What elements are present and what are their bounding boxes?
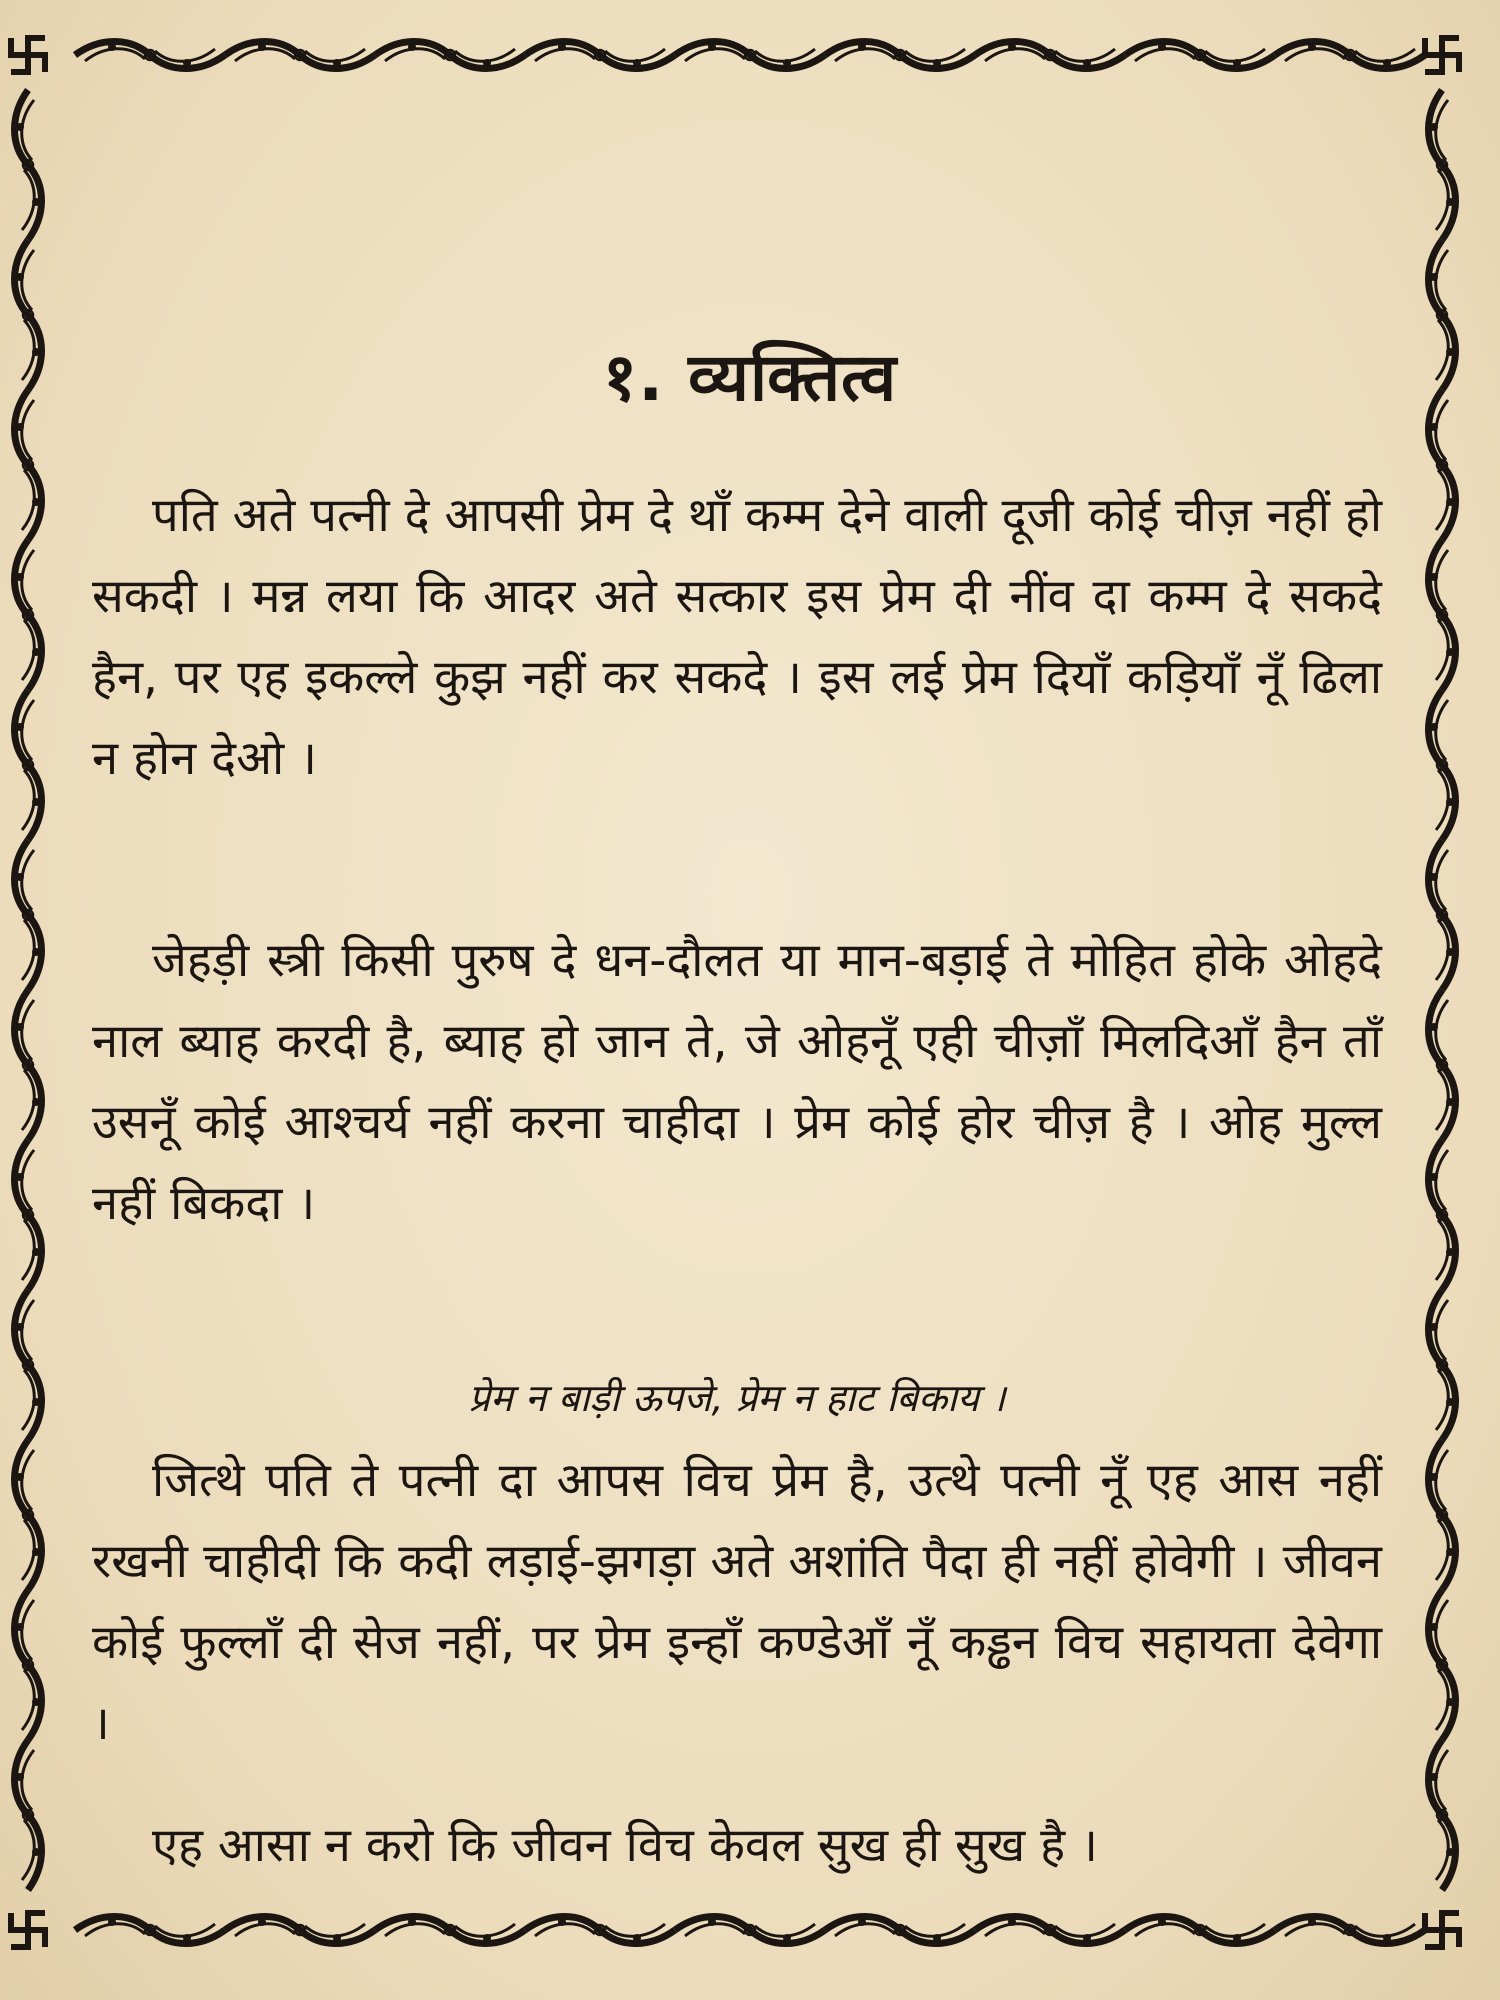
swastika-icon xyxy=(1422,35,1462,75)
swastika-icon xyxy=(8,35,48,75)
swastika-icon xyxy=(1422,1910,1462,1950)
bottom-border xyxy=(75,1917,1425,1944)
paragraph-1: पति अते पत्नी दे आपसी प्रेम दे थाँ कम्म देने वाली दूजी कोई चीज़ नहीं हो सकदी । मन्न लया कि आदर अते सत्कार इस प्रेम दी नींव दा कम्म दे सकदे हैन, पर एह इकल्ले कुझ नहीं कर सकदे । इस लई प्रेम दियाँ कड़ियाँ नूँ ढिला न होन देओ । xyxy=(92,488,1382,786)
paragraph-2: जेहड़ी स्त्री किसी पुरुष दे धन-दौलत या मान-बड़ाई ते मोहित होके ओहदे नाल ब्याह करदी है, ब्याह हो जान ते, जे ओहनूँ एही चीज़ाँ मिलदिआँ हैन ताँ उसनूँ कोई आश्चर्य नहीं करना चाहीदा । प्रेम कोई होर चीज़ है । ओह मुल्ल नहीं बिकदा । xyxy=(92,933,1382,1231)
paragraph-4: एह आसा न करो कि जीवन विच केवल सुख ही सुख है । xyxy=(152,1818,1098,1873)
swastika-icon xyxy=(8,1910,48,1950)
couplet-quote: प्रेम न बाड़ी ऊपजे, प्रेम न हाट बिकाय । xyxy=(468,1376,1006,1420)
top-border xyxy=(75,42,1425,69)
chapter-title: १. व्यक्तित्व xyxy=(602,339,898,416)
paragraph-3: जित्थे पति ते पत्नी दा आपस विच प्रेम है, उत्थे पत्नी नूँ एह आस नहीं रखनी चाहीदी कि कदी लड़ाई-झगड़ा अते अशांति पैदा ही नहीं होवेगी । जीवन कोई फुल्लाँ दी सेज नहीं, पर प्रेम इन्हाँ कण्डेआँ नूँ कड्ढन विच सहायता देवेगा । xyxy=(92,1453,1382,1751)
